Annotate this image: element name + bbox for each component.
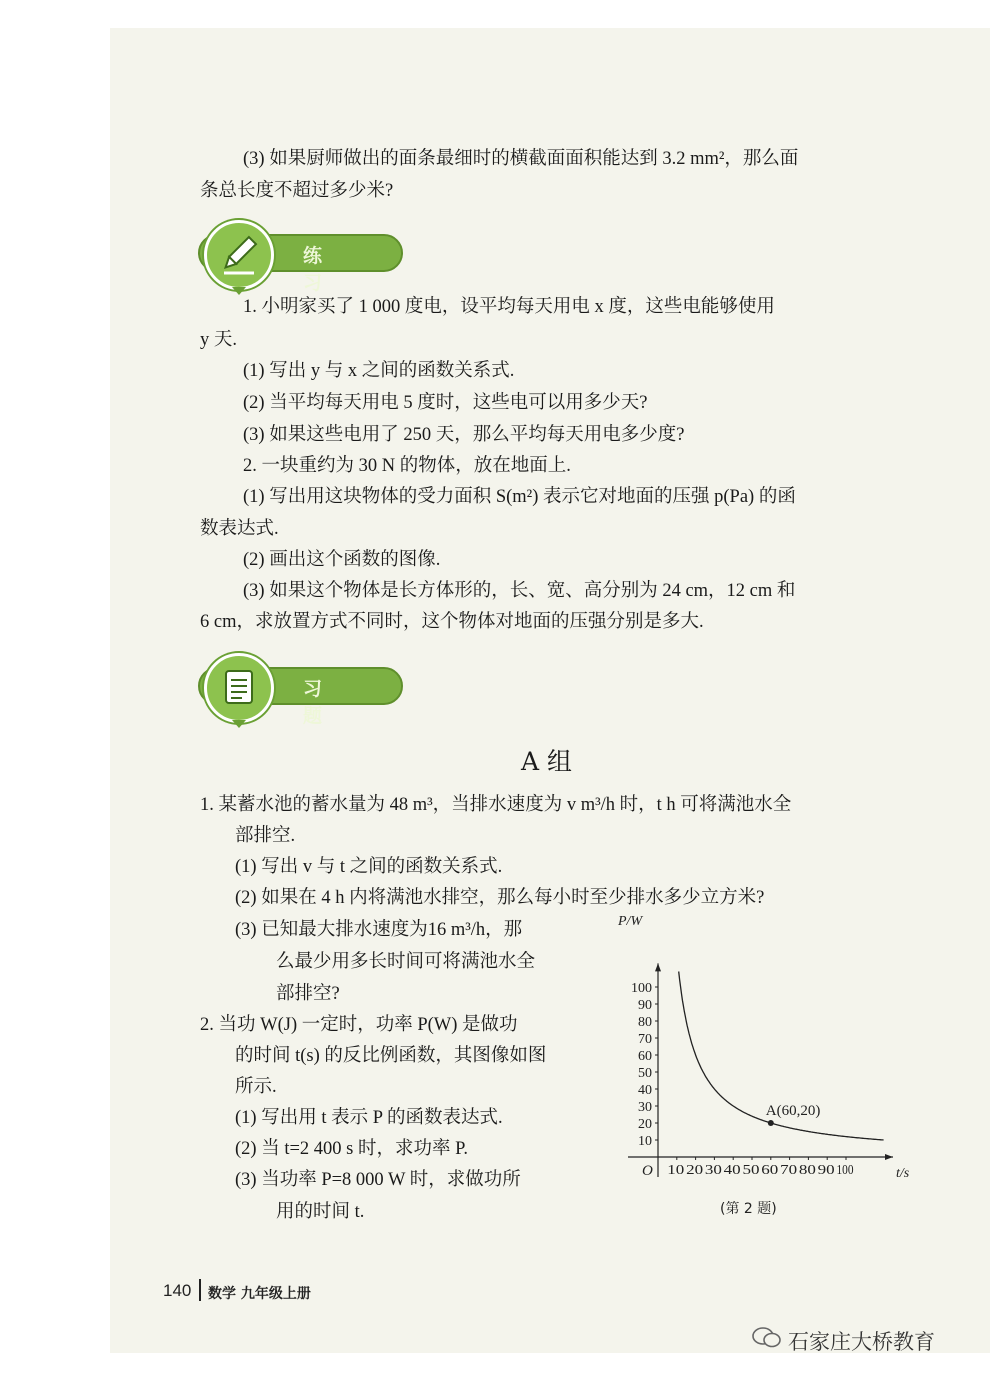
y-tick-label: 100 xyxy=(631,981,652,996)
x-tick-label: 70 xyxy=(780,1163,798,1178)
x-tick-label: 60 xyxy=(761,1163,779,1178)
page-number: 140 xyxy=(163,1281,192,1300)
exercise-line: (1) 写出用 t 表示 P 的函数表达式. xyxy=(235,1108,503,1128)
exercise-line: (1) 写出 v 与 t 之间的函数关系式. xyxy=(235,857,503,877)
wechat-icon xyxy=(752,1326,782,1350)
exercise-line: 用的时间 t. xyxy=(276,1202,365,1222)
footer-divider xyxy=(199,1279,201,1301)
practice-line: (2) 画出这个函数的图像. xyxy=(243,550,441,570)
practice-banner-label: 练习 xyxy=(303,245,337,294)
pencil-icon xyxy=(216,231,262,277)
practice-line: (3) 如果这些电用了 250 天，那么平均每天用电多少度? xyxy=(243,425,685,445)
origin-label: O xyxy=(642,1163,653,1179)
x-tick-label: 30 xyxy=(704,1163,722,1178)
x-tick-label: 80 xyxy=(798,1163,816,1178)
exercise-line: (3) 已知最大排水速度为16 m³/h，那 xyxy=(235,920,523,940)
y-tick-label: 60 xyxy=(638,1049,652,1064)
exercise-line: 部排空? xyxy=(276,984,340,1004)
point-a-label: A(60,20) xyxy=(765,1103,821,1119)
y-tick-label: 50 xyxy=(638,1066,652,1081)
y-tick-label: 20 xyxy=(638,1117,652,1132)
group-heading: A 组 xyxy=(521,747,573,776)
y-axis-label: P/W xyxy=(618,914,643,929)
practice-line: 数表达式. xyxy=(200,519,279,539)
y-tick-label: 10 xyxy=(638,1134,652,1149)
x-axis-arrow xyxy=(885,1154,893,1160)
book-title: 数学 九年级上册 xyxy=(208,1286,311,1302)
y-tick-label: 90 xyxy=(638,998,652,1013)
practice-line: (3) 如果这个物体是长方体形的，长、宽、高分别为 24 cm，12 cm 和 xyxy=(243,581,796,601)
x-axis-label: t/s xyxy=(896,1166,910,1181)
x-tick-label: 40 xyxy=(723,1163,741,1178)
practice-line: (1) 写出 y 与 x 之间的函数关系式. xyxy=(243,361,515,381)
exercise-line: (2) 如果在 4 h 内将满池水排空，那么每小时至少排水多少立方米? xyxy=(235,888,765,908)
y-tick-label: 40 xyxy=(638,1083,652,1098)
x-tick-label: 100 xyxy=(836,1163,854,1178)
practice-line: 1. 小明家买了 1 000 度电，设平均每天用电 x 度，这些电能够使用 xyxy=(243,297,775,317)
y-axis-arrow xyxy=(655,963,661,971)
exercise-line: 1. 某蓄水池的蓄水量为 48 m³，当排水速度为 v m³/h 时，t h 可将满池水全 xyxy=(200,795,792,815)
practice-line: 2. 一块重约为 30 N 的物体，放在地面上. xyxy=(243,456,571,476)
practice-line: 6 cm，求放置方式不同时，这个物体对地面的压强分别是多大. xyxy=(200,612,704,632)
practice-line: (1) 写出用这块物体的受力面积 S(m²) 表示它对地面的压强 p(Pa) 的函 xyxy=(243,487,796,507)
notepad-icon xyxy=(216,664,262,710)
y-tick-label: 80 xyxy=(638,1015,652,1030)
y-tick-label: 30 xyxy=(638,1100,652,1115)
exercise-line: 么最少用多长时间可将满池水全 xyxy=(276,952,536,972)
point-a xyxy=(768,1120,774,1126)
q3-line-1: (3) 如果厨师做出的面条最细时的横截面面积能达到 3.2 mm²，那么面 xyxy=(243,149,799,169)
exercise-line: 所示. xyxy=(235,1077,277,1097)
exercise-line: 的时间 t(s) 的反比例函数，其图像如图 xyxy=(235,1046,547,1066)
x-tick-label: 90 xyxy=(817,1163,835,1178)
watermark-text: 石家庄大桥教育 xyxy=(788,1330,935,1354)
practice-line: (2) 当平均每天用电 5 度时，这些电可以用多少天? xyxy=(243,393,648,413)
chart-caption: (第 2 题) xyxy=(720,1201,777,1217)
x-tick-label: 20 xyxy=(686,1163,704,1178)
exercise-line: 部排空. xyxy=(235,826,296,846)
power-time-chart xyxy=(610,905,930,1225)
q3-line-2: 条总长度不超过多少米? xyxy=(200,181,394,201)
exercises-banner-label: 习题 xyxy=(303,678,337,727)
x-tick-label: 50 xyxy=(742,1163,760,1178)
exercise-line: (3) 当功率 P=8 000 W 时，求做功所 xyxy=(235,1170,521,1190)
y-tick-label: 70 xyxy=(638,1032,652,1047)
exercise-line: 2. 当功 W(J) 一定时，功率 P(W) 是做功 xyxy=(200,1015,518,1035)
exercise-line: (2) 当 t=2 400 s 时，求功率 P. xyxy=(235,1139,468,1159)
practice-line: y 天. xyxy=(200,330,238,350)
x-tick-label: 10 xyxy=(667,1163,685,1178)
